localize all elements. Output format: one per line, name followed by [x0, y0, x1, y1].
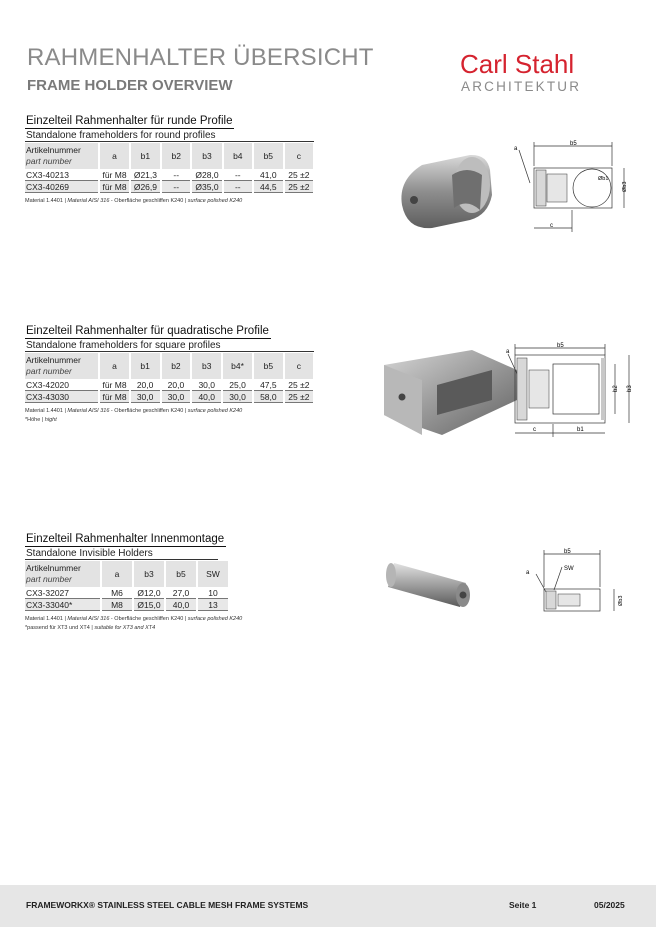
col-header: b4*: [222, 353, 253, 379]
section-title: Einzelteil Rahmenhalter Innenmontage: [26, 533, 225, 545]
col-header: c: [284, 143, 314, 169]
section-invisible-holders: [25, 529, 255, 633]
dim-label: Øb3: [618, 595, 624, 606]
col-header: b3: [133, 561, 165, 587]
material-note: Material 1.4401 | Material AISI 316 - Oberfläche geschliffen K240 | surface polished K240 *passend für XT3 und XT4 | suitable for XT3 and XT4: [25, 616, 243, 631]
col-header: b3: [191, 143, 222, 169]
dim-label: b5: [557, 343, 564, 349]
col-header: b5: [253, 143, 284, 169]
dim-label: Øb1: [598, 176, 609, 182]
section-title: Einzelteil Rahmenhalter für runde Profile: [26, 115, 233, 127]
dim-label: b2: [613, 385, 619, 392]
spec-table: [25, 143, 315, 193]
square-holder-drawing: [505, 340, 640, 440]
square-holder-photo: [382, 345, 522, 440]
dim-label: b1: [577, 427, 584, 433]
col-header: a: [99, 353, 129, 379]
col-header: b2: [161, 353, 192, 379]
footer-product-line: FRAMEWORKX® STAINLESS STEEL CABLE MESH FRAME SYSTEMS: [26, 900, 309, 910]
dim-label: a: [514, 146, 518, 152]
section-subtitle: Standalone Invisible Holders: [25, 548, 218, 560]
part-number-header: Artikelnummer part number: [25, 353, 99, 379]
table-row: CX3-40269 für M8 Ø26,9 -- Ø35,0 -- 44,5 25 ±2: [25, 181, 314, 193]
dim-label: c: [550, 223, 553, 229]
table-row: CX3-33040* M8 Ø15,0 40,0 13: [25, 599, 229, 611]
part-number-header: Artikelnummer part number: [25, 561, 101, 587]
section-round-profiles: [25, 111, 315, 206]
spec-table: [25, 353, 315, 403]
col-header: b1: [130, 353, 161, 379]
page-title-de: RAHMENHALTER ÜBERSICHT: [27, 44, 374, 71]
dim-label: b5: [564, 549, 571, 555]
dim-label: SW: [564, 566, 574, 572]
material-note: Material 1.4401 | Material AISI 316 - Oberfläche geschliffen K240 | surface polished K240 *Höhe | hight: [25, 408, 243, 423]
material-note: Material 1.4401 | Material AISI 316 - Oberfläche geschliffen K240 | surface polished K240: [25, 198, 243, 204]
brand-logo: Carl Stahl: [460, 49, 575, 79]
spec-table: [25, 561, 230, 611]
invisible-holder-drawing: [522, 542, 637, 617]
table-row: CX3-40213 für M8 Ø21,3 -- Ø28,0 -- 41,0 25 ±2: [25, 169, 314, 181]
dim-label: a: [526, 570, 530, 576]
page-footer: [0, 885, 656, 927]
table-row: CX3-42020 für M8 20,0 20,0 30,0 25,0 47,5 25 ±2: [25, 379, 314, 391]
col-header: b5: [253, 353, 284, 379]
invisible-holder-photo: [384, 551, 484, 613]
col-header: b3: [191, 353, 222, 379]
round-holder-drawing: [512, 138, 637, 243]
table-row: CX3-43030 für M8 30,0 30,0 40,0 30,0 58,0 25 ±2: [25, 391, 314, 403]
dim-label: c: [533, 427, 536, 433]
col-header: a: [101, 561, 133, 587]
col-header: b4: [223, 143, 253, 169]
page-title-en: FRAME HOLDER OVERVIEW: [27, 77, 233, 94]
col-header: b5: [165, 561, 197, 587]
round-holder-photo: [392, 140, 502, 235]
dim-label: b5: [570, 141, 577, 147]
section-title: Einzelteil Rahmenhalter für quadratische Profile: [26, 325, 269, 337]
col-header: b2: [161, 143, 191, 169]
section-subtitle: Standalone frameholders for square profiles: [25, 340, 314, 352]
dim-label: a: [506, 349, 510, 355]
col-header: a: [99, 143, 129, 169]
table-row: CX3-32027 M6 Ø12,0 27,0 10: [25, 587, 229, 599]
col-header: SW: [197, 561, 229, 587]
part-number-header: Artikelnummer part number: [25, 143, 99, 169]
footer-page-number: Seite 1: [509, 900, 537, 910]
section-square-profiles: [25, 321, 315, 425]
section-subtitle: Standalone frameholders for round profiles: [25, 130, 314, 142]
col-header: c: [284, 353, 314, 379]
col-header: b1: [130, 143, 161, 169]
brand-subtitle: ARCHITEKTUR: [461, 79, 582, 94]
footer-date: 05/2025: [594, 900, 625, 910]
dim-label: b3: [627, 385, 633, 392]
dim-label: Øb3: [622, 181, 628, 192]
